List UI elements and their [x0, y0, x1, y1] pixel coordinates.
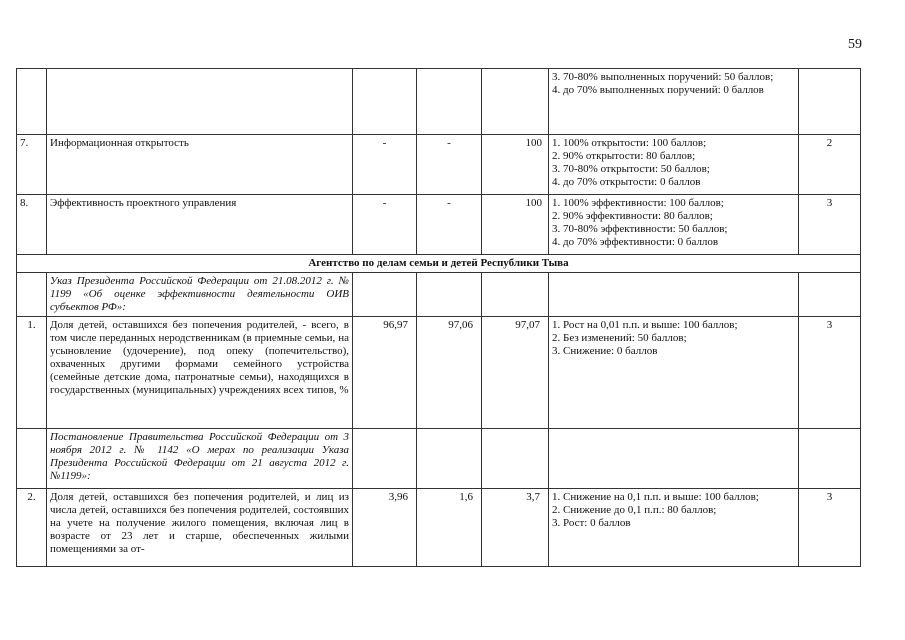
cell-value-1	[353, 429, 417, 489]
cell-scoring	[549, 195, 799, 255]
cell-num: 1.	[17, 317, 47, 429]
cell-value-3: 100	[482, 195, 549, 255]
cell-weight: 3	[799, 489, 861, 567]
cell-value-3	[482, 69, 549, 135]
cell-value-3: 3,7	[482, 489, 549, 567]
score-line: 3. 70-80% открытости: 50 баллов;	[552, 163, 710, 175]
cell-value-3: 97,07	[482, 317, 549, 429]
table-row-continuation	[17, 69, 861, 135]
decree-title: Постановление Правительства Российской Федерации от 3 ноября 2012 г. № 1142 «О мерах по реализации Указа Президента Российской Федерации от 21 августа 2012 г. №1199»:	[47, 429, 353, 489]
cell-name	[47, 69, 353, 135]
cell-value-1: -	[353, 135, 417, 195]
cell-value-2: -	[417, 135, 482, 195]
cell-value-1: 3,96	[353, 489, 417, 567]
table-row-7	[17, 135, 861, 195]
cell-name: Доля детей, оставшихся без попечения родителей, - всего, в том числе переданных неродственникам (в приемные семьи, на усыновление (удочерение), под опеку (попечительство), охваченных другими формами семейного устройства (семейные детские дома, патронатные семьи), находящихся в государственных (муниципальных) учреждениях всех типов, %	[47, 317, 353, 429]
table-row-agency	[17, 255, 861, 273]
cell-num	[17, 429, 47, 489]
cell-value-2: 97,06	[417, 317, 482, 429]
cell-name: Доля детей, оставшихся без попечения родителей, и лиц из числа детей, оставшихся без попечения родителей, состоявших на учете на получение жилого помещения, включая лиц в возрасте от 23 лет и старше, обеспеченных жилыми помещениями за от-	[47, 489, 353, 567]
score-line: 1. 100% эффективности: 100 баллов;	[552, 197, 724, 209]
cell-num	[17, 273, 47, 317]
cell-num	[17, 69, 47, 135]
cell-value-1	[353, 69, 417, 135]
cell-num: 2.	[17, 489, 47, 567]
cell-value-1: -	[353, 195, 417, 255]
table-row-agency-2	[17, 489, 861, 567]
cell-name: Эффективность проектного управления	[47, 195, 353, 255]
score-line: 3. 70-80% эффективности: 50 баллов;	[552, 223, 728, 235]
decree-title: Указ Президента Российской Федерации от 21.08.2012 г. № 1199 «Об оценке эффективности деятельности ОИВ субъектов РФ»:	[47, 273, 353, 317]
score-line: 1. Рост на 0,01 п.п. и выше: 100 баллов;	[552, 319, 738, 331]
cell-value-2: 1,6	[417, 489, 482, 567]
table-row-decree-2	[17, 429, 861, 489]
table-row-8	[17, 195, 861, 255]
cell-value-2	[417, 429, 482, 489]
cell-value-2: -	[417, 195, 482, 255]
score-line: 2. Снижение до 0,1 п.п.: 80 баллов;	[552, 504, 717, 516]
table-row-agency-1	[17, 317, 861, 429]
cell-value-3: 100	[482, 135, 549, 195]
score-line: 3. Снижение: 0 баллов	[552, 345, 658, 357]
score-line: 3. Рост: 0 баллов	[552, 517, 631, 529]
score-line: 4. до 70% открытости: 0 баллов	[552, 176, 701, 188]
score-line: 1. Снижение на 0,1 п.п. и выше: 100 баллов;	[552, 491, 759, 503]
cell-value-2	[417, 273, 482, 317]
indicators-table	[16, 68, 861, 567]
cell-scoring	[549, 317, 799, 429]
cell-num: 8.	[17, 195, 47, 255]
cell-value-2	[417, 69, 482, 135]
cell-weight: 3	[799, 317, 861, 429]
cell-weight	[799, 273, 861, 317]
cell-scoring	[549, 69, 799, 135]
score-line: 4. до 70% эффективности: 0 баллов	[552, 236, 719, 248]
cell-weight	[799, 429, 861, 489]
agency-heading: Агентство по делам семьи и детей Республики Тыва	[17, 255, 861, 273]
cell-name: Информационная открытость	[47, 135, 353, 195]
score-line: 4. до 70% выполненных поручений: 0 баллов	[552, 84, 764, 96]
score-line: 3. 70-80% выполненных поручений: 50 баллов;	[552, 71, 774, 83]
table-row-decree-1	[17, 273, 861, 317]
cell-scoring	[549, 135, 799, 195]
cell-scoring	[549, 489, 799, 567]
cell-value-1: 96,97	[353, 317, 417, 429]
cell-value-1	[353, 273, 417, 317]
score-line: 1. 100% открытости: 100 баллов;	[552, 137, 707, 149]
cell-value-3	[482, 429, 549, 489]
score-line: 2. Без изменений: 50 баллов;	[552, 332, 687, 344]
score-line: 2. 90% эффективности: 80 баллов;	[552, 210, 713, 222]
page-number: 59	[848, 37, 862, 52]
cell-num: 7.	[17, 135, 47, 195]
cell-weight	[799, 69, 861, 135]
cell-weight: 3	[799, 195, 861, 255]
cell-scoring	[549, 429, 799, 489]
cell-value-3	[482, 273, 549, 317]
score-line: 2. 90% открытости: 80 баллов;	[552, 150, 696, 162]
cell-weight: 2	[799, 135, 861, 195]
cell-scoring	[549, 273, 799, 317]
